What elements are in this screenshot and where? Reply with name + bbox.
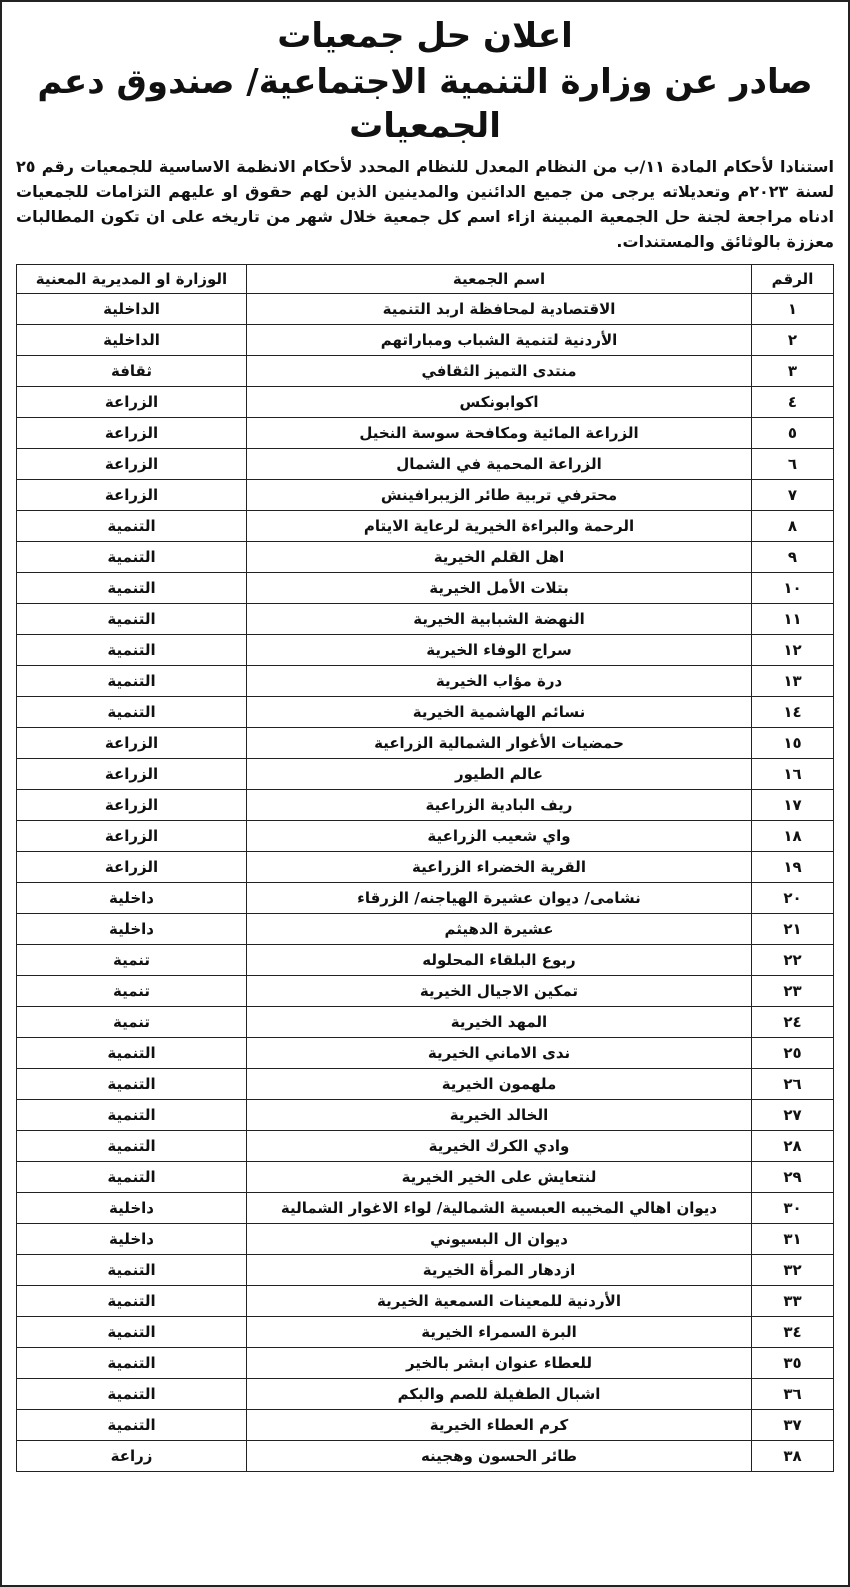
cell-name: البرة السمراء الخيرية xyxy=(247,1317,752,1348)
table-row xyxy=(17,1069,834,1100)
cell-ministry: التنمية xyxy=(17,697,247,728)
cell-number: ٢٤ xyxy=(752,1007,834,1038)
cell-ministry: الزراعة xyxy=(17,790,247,821)
cell-number: ٥ xyxy=(752,418,834,449)
cell-name: حمضيات الأغوار الشمالية الزراعية xyxy=(247,728,752,759)
cell-ministry: التنمية xyxy=(17,1069,247,1100)
cell-name: الرحمة والبراءة الخيرية لرعاية الايتام xyxy=(247,511,752,542)
cell-number: ٩ xyxy=(752,542,834,573)
cell-number: ١٢ xyxy=(752,635,834,666)
cell-ministry: التنمية xyxy=(17,1038,247,1069)
table-row xyxy=(17,573,834,604)
cell-name: النهضة الشبابية الخيرية xyxy=(247,604,752,635)
cell-ministry: التنمية xyxy=(17,542,247,573)
cell-number: ١١ xyxy=(752,604,834,635)
cell-name: اشبال الطفيلة للصم والبكم xyxy=(247,1379,752,1410)
cell-name: ديوان ال البسيوني xyxy=(247,1224,752,1255)
cell-name: عشيرة الدهيثم xyxy=(247,914,752,945)
table-row xyxy=(17,511,834,542)
cell-number: ١٣ xyxy=(752,666,834,697)
cell-number: ٣٥ xyxy=(752,1348,834,1379)
cell-ministry: تنمية xyxy=(17,1007,247,1038)
header-ministry: الوزارة او المديرية المعنية xyxy=(17,265,247,294)
cell-ministry: داخلية xyxy=(17,914,247,945)
cell-ministry: التنمية xyxy=(17,1410,247,1441)
cell-ministry: التنمية xyxy=(17,604,247,635)
cell-ministry: الزراعة xyxy=(17,821,247,852)
cell-number: ٣١ xyxy=(752,1224,834,1255)
cell-name: الاقتصادية لمحافظة اربد التنمية xyxy=(247,294,752,325)
table-row xyxy=(17,387,834,418)
cell-number: ٣٠ xyxy=(752,1193,834,1224)
table-row xyxy=(17,914,834,945)
table-row xyxy=(17,666,834,697)
cell-name: نشامى/ ديوان عشيرة الهياجنه/ الزرقاء xyxy=(247,883,752,914)
cell-name: ازدهار المرأة الخيرية xyxy=(247,1255,752,1286)
cell-number: ٣ xyxy=(752,356,834,387)
cell-number: ١٩ xyxy=(752,852,834,883)
cell-ministry: الزراعة xyxy=(17,852,247,883)
table-row xyxy=(17,356,834,387)
cell-number: ١٠ xyxy=(752,573,834,604)
cell-name: الأردنية للمعينات السمعية الخيرية xyxy=(247,1286,752,1317)
table-row xyxy=(17,418,834,449)
cell-ministry: التنمية xyxy=(17,1348,247,1379)
cell-number: ٣٢ xyxy=(752,1255,834,1286)
table-row xyxy=(17,480,834,511)
table-row xyxy=(17,325,834,356)
cell-name: القرية الخضراء الزراعية xyxy=(247,852,752,883)
cell-number: ١٧ xyxy=(752,790,834,821)
table-row xyxy=(17,1379,834,1410)
cell-name: وادي الكرك الخيرية xyxy=(247,1131,752,1162)
cell-number: ٣٨ xyxy=(752,1441,834,1472)
table-row xyxy=(17,1007,834,1038)
cell-name: ملهمون الخيرية xyxy=(247,1069,752,1100)
cell-number: ٢٣ xyxy=(752,976,834,1007)
cell-ministry: الزراعة xyxy=(17,728,247,759)
table-row xyxy=(17,1224,834,1255)
cell-number: ١٨ xyxy=(752,821,834,852)
cell-ministry: التنمية xyxy=(17,1100,247,1131)
cell-name: ريف البادية الزراعية xyxy=(247,790,752,821)
associations-table xyxy=(16,264,834,1472)
cell-ministry: التنمية xyxy=(17,1379,247,1410)
table-row xyxy=(17,1348,834,1379)
header-number: الرقم xyxy=(752,265,834,294)
cell-name: اهل القلم الخيرية xyxy=(247,542,752,573)
cell-name: الزراعة المائية ومكافحة سوسة النخيل xyxy=(247,418,752,449)
table-body xyxy=(17,294,834,1472)
cell-name: نسائم الهاشمية الخيرية xyxy=(247,697,752,728)
table-row xyxy=(17,1100,834,1131)
cell-number: ٢٢ xyxy=(752,945,834,976)
cell-name: ديوان اهالي المخيبه العبسية الشمالية/ لواء الاغوار الشمالية xyxy=(247,1193,752,1224)
cell-ministry: ثقافة xyxy=(17,356,247,387)
cell-ministry: الزراعة xyxy=(17,449,247,480)
table-row xyxy=(17,1131,834,1162)
cell-name: لنتعايش على الخير الخيرية xyxy=(247,1162,752,1193)
cell-number: ١٤ xyxy=(752,697,834,728)
table-row xyxy=(17,635,834,666)
table-row xyxy=(17,542,834,573)
table-row xyxy=(17,1162,834,1193)
table-row xyxy=(17,294,834,325)
table-row xyxy=(17,449,834,480)
cell-name: المهد الخيرية xyxy=(247,1007,752,1038)
header-name: اسم الجمعية xyxy=(247,265,752,294)
cell-ministry: الزراعة xyxy=(17,759,247,790)
cell-number: ٢٦ xyxy=(752,1069,834,1100)
cell-name: محترفي تربية طائر الزيبرافينش xyxy=(247,480,752,511)
cell-ministry: داخلية xyxy=(17,883,247,914)
cell-name: عالم الطيور xyxy=(247,759,752,790)
cell-ministry: التنمية xyxy=(17,511,247,542)
cell-number: ٢ xyxy=(752,325,834,356)
table-row xyxy=(17,1255,834,1286)
table-row xyxy=(17,1410,834,1441)
cell-name: طائر الحسون وهجينه xyxy=(247,1441,752,1472)
cell-name: اكوابونكس xyxy=(247,387,752,418)
table-row xyxy=(17,883,834,914)
table-row xyxy=(17,697,834,728)
cell-ministry: الداخلية xyxy=(17,325,247,356)
table-row xyxy=(17,1038,834,1069)
cell-ministry: التنمية xyxy=(17,1255,247,1286)
cell-ministry: داخلية xyxy=(17,1224,247,1255)
cell-ministry: داخلية xyxy=(17,1193,247,1224)
cell-name: منتدى التميز الثقافي xyxy=(247,356,752,387)
cell-number: ٣٧ xyxy=(752,1410,834,1441)
cell-name: الخالد الخيرية xyxy=(247,1100,752,1131)
cell-ministry: تنمية xyxy=(17,976,247,1007)
cell-name: الأردنية لتنمية الشباب ومباراتهم xyxy=(247,325,752,356)
cell-number: ١٦ xyxy=(752,759,834,790)
cell-number: ٢٨ xyxy=(752,1131,834,1162)
cell-ministry: الداخلية xyxy=(17,294,247,325)
cell-number: ١ xyxy=(752,294,834,325)
table-row xyxy=(17,728,834,759)
cell-name: الزراعة المحمية في الشمال xyxy=(247,449,752,480)
cell-ministry: التنمية xyxy=(17,635,247,666)
cell-ministry: الزراعة xyxy=(17,480,247,511)
cell-number: ٣٤ xyxy=(752,1317,834,1348)
cell-name: تمكين الاجيال الخيرية xyxy=(247,976,752,1007)
table-row xyxy=(17,604,834,635)
table-row xyxy=(17,821,834,852)
cell-number: ٢٧ xyxy=(752,1100,834,1131)
cell-name: ندى الاماني الخيرية xyxy=(247,1038,752,1069)
cell-number: ٣٣ xyxy=(752,1286,834,1317)
cell-ministry: الزراعة xyxy=(17,387,247,418)
cell-name: كرم العطاء الخيرية xyxy=(247,1410,752,1441)
cell-number: ٤ xyxy=(752,387,834,418)
table-row xyxy=(17,759,834,790)
table-row xyxy=(17,976,834,1007)
cell-number: ٧ xyxy=(752,480,834,511)
cell-ministry: التنمية xyxy=(17,1131,247,1162)
cell-name: للعطاء عنوان ابشر بالخير xyxy=(247,1348,752,1379)
table-row xyxy=(17,945,834,976)
table-row xyxy=(17,1317,834,1348)
announcement-subtitle: صادر عن وزارة التنمية الاجتماعية/ صندوق دعم الجمعيات xyxy=(37,62,813,146)
cell-ministry: تنمية xyxy=(17,945,247,976)
cell-number: ٢٠ xyxy=(752,883,834,914)
table-row xyxy=(17,852,834,883)
table-row xyxy=(17,1441,834,1472)
table-header-row xyxy=(17,265,834,294)
cell-number: ٢٩ xyxy=(752,1162,834,1193)
cell-number: ٣٦ xyxy=(752,1379,834,1410)
table-row xyxy=(17,1286,834,1317)
cell-number: ٢١ xyxy=(752,914,834,945)
cell-ministry: الزراعة xyxy=(17,418,247,449)
cell-ministry: التنمية xyxy=(17,1286,247,1317)
cell-number: ٨ xyxy=(752,511,834,542)
cell-number: ٢٥ xyxy=(752,1038,834,1069)
cell-name: ربوع البلقاء المحلوله xyxy=(247,945,752,976)
cell-name: بتلات الأمل الخيرية xyxy=(247,573,752,604)
cell-number: ١٥ xyxy=(752,728,834,759)
cell-ministry: التنمية xyxy=(17,573,247,604)
cell-ministry: زراعة xyxy=(17,1441,247,1472)
cell-name: درة مؤاب الخيرية xyxy=(247,666,752,697)
cell-ministry: التنمية xyxy=(17,1162,247,1193)
table-row xyxy=(17,1193,834,1224)
cell-ministry: التنمية xyxy=(17,666,247,697)
announcement-intro: استنادا لأحكام المادة ١١/ب من النظام المعدل للنظام المحدد لأحكام الانظمة الاساسية للجمعيات رقم ٢٥ لسنة ٢٠٢٣م وتعديلاته يرجى من جميع الدائنين والمدينين الذين لهم حقوق او عليهم التزامات للجمعيات ادناه مراجعة لجنة حل الجمعية المبينة ازاء اسم كل جمعية خلال شهر من تاريخه على ان تكون المطالبات معززة بالوثائق والمستندات. xyxy=(16,157,835,251)
cell-number: ٦ xyxy=(752,449,834,480)
table-row xyxy=(17,790,834,821)
announcement-title: اعلان حل جمعيات xyxy=(277,16,573,56)
cell-ministry: التنمية xyxy=(17,1317,247,1348)
cell-name: سراج الوفاء الخيرية xyxy=(247,635,752,666)
cell-name: واي شعيب الزراعية xyxy=(247,821,752,852)
